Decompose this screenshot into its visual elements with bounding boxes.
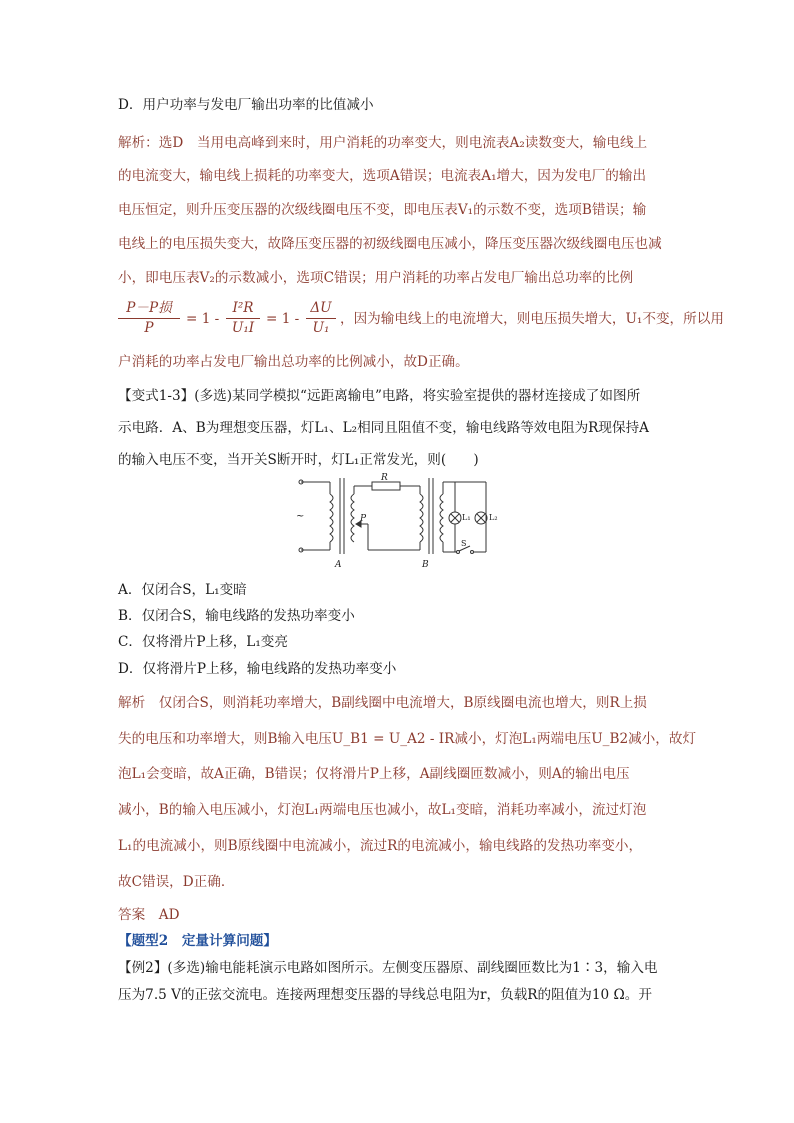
fraction-numerator: P－P损 [126,300,172,316]
fraction-bar [226,318,260,319]
ac-source-symbol: ~ [296,511,305,522]
fraction-numerator: ΔU [310,300,332,316]
fraction-bar [306,318,336,319]
analysis-line: 失的电压和功率增大，则B输入电压U_B1 = U_A2 - IR减小，灯泡L₁两端电压U_B2减小，故灯 [118,731,697,747]
section-heading: 【题型2 定量计算问题】 [118,933,277,949]
analysis-line: 解析 仅闭合S，则消耗功率增大，B副线圈中电流增大，B原线圈电流也增大，则R上损 [118,695,647,711]
fraction-bar [118,318,180,319]
analysis-line: ，因为输电线上的电流增大，则电压损失增大，U₁不变，所以用 [340,311,724,327]
label-p: P [360,514,367,524]
example-stem: 压为7.5 V的正弦交流电。连接两理想变压器的导线总电阻为r，负载R的阻值为10 Ω。开 [118,987,652,1003]
fraction-denominator: U₁ [312,320,330,336]
analysis-line: 的电流变大，输电线上损耗的功率变大，选项A错误；电流表A₁增大，因为发电厂的输出 [118,168,647,184]
label-l2: L₂ [489,513,498,522]
label-s: S [461,539,467,548]
analysis-line: 减小，B的输入电压减小，灯泡L₁两端电压也减小，故L₁变暗，消耗功率减小，流过灯泡 [118,802,647,818]
analysis-line: 电压恒定，则升压变压器的次级线圈电压不变，即电压表V₁的示数不变，选项B错误；输 [118,202,647,218]
analysis-line: 户消耗的功率占发电厂输出总功率的比例减小，故D正确。 [118,354,469,370]
circuit-diagram [292,472,504,570]
analysis-line: 小，即电压表V₂的示数减小，选项C错误；用户消耗的功率占发电厂输出总功率的比例 [118,270,634,286]
option-a: A．仅闭合S，L₁变暗 [118,582,247,598]
label-b: B [422,560,429,570]
analysis-line: 解析：选D 当用电高峰到来时，用户消耗的功率变大，则电流表A₂读数变大，输电线上 [118,135,648,151]
label-a: A [335,560,342,570]
analysis-line: 电线上的电压损失变大，故降压变压器的初级线圈电压减小，降压变压器次级线圈电压也减 [118,236,662,252]
formula-equals: = 1 - [186,311,220,327]
question-stem: 示电路．A、B为理想变压器，灯L₁、L₂相同且阻值不变，输电线路等效电阻为R现保持A [118,420,649,436]
analysis-line: 泡L₁会变暗，故A正确，B错误；仅将滑片P上移，A副线圈匝数减小，则A的输出电压 [118,766,630,782]
formula-equals: = 1 - [266,311,300,327]
option-d-text: D．用户功率与发电厂输出功率的比值减小 [118,97,374,113]
analysis-line: 故C错误，D正确． [118,874,235,890]
analysis-line: L₁的电流减小，则B原线圈中电流减小，流过R的电流减小，输电线路的发热功率变小， [118,838,643,854]
label-r: R [381,473,388,483]
question-stem: 的输入电压不变，当开关S断开时，灯L₁正常发光，则( ) [118,452,479,468]
fraction-numerator: I²R [232,300,254,316]
option-b: B．仅闭合S，输电线路的发热功率变小 [118,608,355,624]
fraction-denominator: P [144,320,154,336]
fraction-denominator: U₁I [231,320,255,336]
option-d: D．仅将滑片P上移，输电线路的发热功率变小 [118,661,397,677]
label-l1: L₁ [462,513,471,522]
example-stem: 【例2】(多选)输电能耗演示电路如图所示。左侧变压器原、副线圈匝数比为1∶3，输入电 [118,960,658,976]
answer-line: 答案 AD [118,907,180,923]
question-stem: 【变式1-3】(多选)某同学模拟“远距离输电”电路，将实验室提供的器材连接成了如图所 [118,388,641,404]
option-c: C．仅将滑片P上移，L₁变亮 [118,634,288,650]
